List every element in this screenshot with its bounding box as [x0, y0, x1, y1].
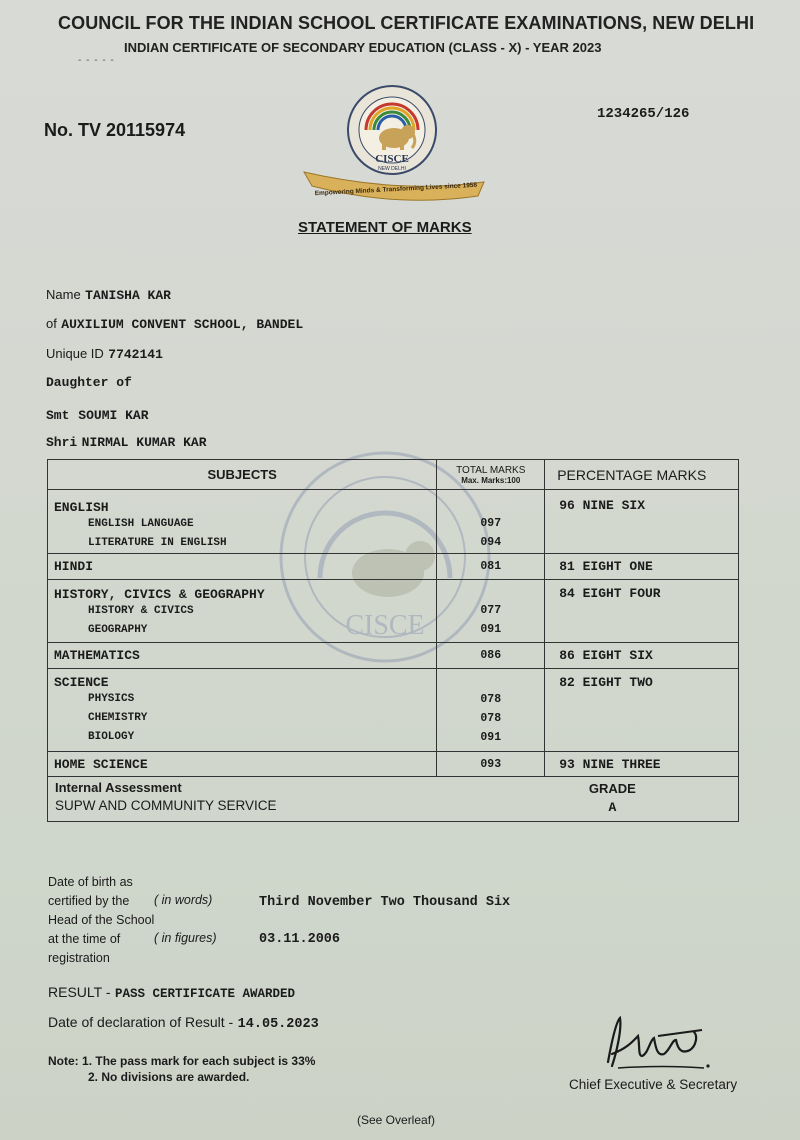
dob-in-figures: 03.11.2006 — [259, 932, 341, 947]
grade-label: GRADE — [588, 781, 636, 796]
subject-name: HISTORY, CIVICS & GEOGRAPHY — [54, 587, 265, 602]
paper-marks: 078 — [480, 693, 502, 706]
col-percentage: PERCENTAGE MARKS — [545, 460, 739, 490]
uid-line — [46, 345, 163, 363]
result-value: PASS CERTIFICATE AWARDED — [114, 987, 295, 1001]
result-line — [48, 984, 295, 1002]
internal-cell — [48, 777, 545, 822]
dob-labels — [48, 873, 154, 968]
signature-icon — [598, 1010, 718, 1077]
see-overleaf: (See Overleaf) — [357, 1113, 436, 1127]
subpaper-name: HISTORY & CIVICS — [88, 605, 194, 617]
declaration-date: 14.05.2023 — [237, 1017, 319, 1032]
elephant-seal-icon — [300, 82, 500, 212]
subpaper-name: PHYSICS — [88, 693, 135, 705]
note-2: 2. No divisions are awarded. — [88, 1070, 250, 1084]
percentage-cell: 81 EIGHT ONE — [545, 554, 739, 580]
percentage-cell: 82 EIGHT TWO — [545, 669, 739, 752]
paper-marks: 091 — [480, 623, 502, 636]
percentage-cell: 84 EIGHT FOUR — [545, 580, 739, 643]
dob-line: Date of birth as — [48, 875, 133, 889]
paper-marks: 091 — [480, 731, 502, 744]
marks-cell — [437, 490, 545, 554]
internal-assessment-row — [48, 777, 739, 822]
serial-number: 1234265/126 — [597, 106, 690, 122]
result-label: RESULT - — [48, 984, 111, 1000]
col-total-label: TOTAL MARKS — [456, 464, 526, 476]
dob-line: registration — [48, 951, 110, 965]
internal-label: Internal Assessment — [55, 780, 182, 795]
mother-name: SOUMI KAR — [78, 408, 149, 423]
subject-cell — [48, 490, 437, 554]
svg-text:CISCE: CISCE — [345, 610, 425, 641]
grade-value: A — [608, 800, 617, 815]
col-max-marks: Max. Marks:100 — [461, 475, 521, 485]
logo-city: NEW DELHI — [378, 166, 406, 172]
certificate-number: No. TV 20115974 — [44, 120, 186, 140]
subpaper-name: BIOLOGY — [88, 731, 135, 743]
percentage-cell: 96 NINE SIX — [545, 490, 739, 554]
col-total-marks — [437, 460, 545, 490]
subject-name: MATHEMATICS — [48, 643, 437, 669]
council-heading: COUNCIL FOR THE INDIAN SCHOOL CERTIFICATE EXAMINATIONS, NEW DELHI — [58, 13, 755, 33]
paper-marks: 077 — [480, 604, 502, 617]
grade-cell — [545, 777, 739, 822]
school-line — [46, 315, 303, 333]
dob-figures-label: ( in figures) — [154, 931, 217, 945]
mother-line — [46, 406, 149, 424]
mother-label: Smt — [46, 408, 70, 423]
marks-cell — [437, 580, 545, 643]
subject-marks: 081 — [437, 554, 545, 580]
subject-cell — [48, 669, 437, 752]
marks-cell — [437, 669, 545, 752]
subject-name: HINDI — [48, 554, 437, 580]
unique-id: 7742141 — [108, 347, 163, 362]
father-name: NIRMAL KUMAR KAR — [81, 435, 207, 450]
decorative-dashes: - - - - - — [78, 55, 115, 66]
father-line — [46, 433, 207, 451]
table-row — [48, 490, 739, 554]
logo-name: CISCE — [375, 153, 409, 165]
notes-block — [48, 1054, 315, 1068]
paper-marks: 078 — [480, 712, 502, 725]
subject-name: HOME SCIENCE — [48, 752, 437, 777]
paper-marks: 094 — [480, 536, 502, 549]
marks-table — [47, 459, 739, 822]
notes-label: Note: — [48, 1054, 79, 1068]
candidate-name: TANISHA KAR — [85, 288, 171, 303]
col-subjects: SUBJECTS — [48, 460, 437, 490]
name-line — [46, 286, 171, 304]
school-label: of — [46, 316, 57, 331]
name-label: Name — [46, 287, 81, 302]
subpaper-name: LITERATURE IN ENGLISH — [88, 537, 227, 549]
school-name: AUXILIUM CONVENT SCHOOL, BANDEL — [61, 317, 304, 332]
table-row — [48, 643, 739, 669]
father-label: Shri — [46, 435, 78, 450]
subject-name: SCIENCE — [54, 675, 109, 690]
relation-label: Daughter of — [46, 375, 132, 390]
subpaper-name: ENGLISH LANGUAGE — [88, 518, 194, 530]
subject-marks: 093 — [437, 752, 545, 777]
table-row — [48, 554, 739, 580]
note-1: 1. The pass mark for each subject is 33% — [82, 1054, 316, 1068]
signatory-title: Chief Executive & Secretary — [569, 1077, 738, 1092]
subpaper-name: GEOGRAPHY — [88, 624, 148, 636]
statement-title: STATEMENT OF MARKS — [298, 219, 472, 236]
paper-marks: 097 — [480, 517, 502, 530]
declaration-line — [48, 1014, 319, 1032]
dob-line: certified by the — [48, 894, 130, 908]
declaration-label: Date of declaration of Result - — [48, 1014, 234, 1030]
cisce-logo — [300, 82, 500, 212]
internal-subject: SUPW AND COMMUNITY SERVICE — [55, 798, 277, 813]
uid-label: Unique ID — [46, 346, 104, 361]
subject-marks: 086 — [437, 643, 545, 669]
subject-name: ENGLISH — [54, 500, 109, 515]
logo-banner: Empowering Minds & Transforming Lives since 1958 — [314, 181, 478, 198]
subject-cell — [48, 580, 437, 643]
table-row — [48, 752, 739, 777]
table-row — [48, 669, 739, 752]
table-header-row — [48, 460, 739, 490]
dob-in-words: Third November Two Thousand Six — [259, 895, 511, 910]
dob-line: Head of the School — [48, 913, 155, 927]
table-row — [48, 580, 739, 643]
percentage-cell: 93 NINE THREE — [545, 752, 739, 777]
dob-words-label: ( in words) — [154, 893, 213, 907]
percentage-cell: 86 EIGHT SIX — [545, 643, 739, 669]
dob-line: at the time of — [48, 932, 121, 946]
subpaper-name: CHEMISTRY — [88, 712, 148, 724]
exam-heading: INDIAN CERTIFICATE OF SECONDARY EDUCATION (CLASS - X) - YEAR 2023 — [124, 40, 602, 55]
